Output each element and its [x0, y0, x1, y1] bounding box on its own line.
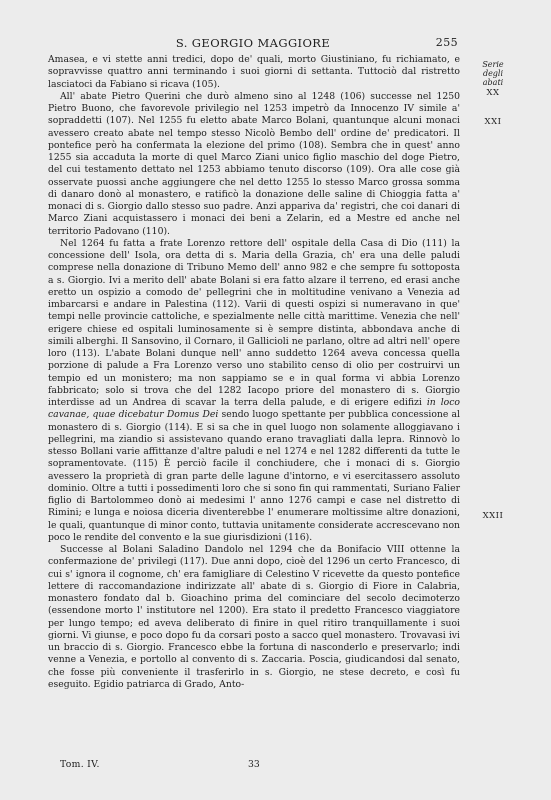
margin-note-xx: XX — [486, 88, 500, 98]
running-header — [48, 36, 458, 52]
running-title: S. GEORGIO MAGGIORE — [175, 36, 331, 50]
paragraph-1: Amasea, e vi stette anni tredici, dopo de' quali, morto Giustiniano, fu richiamato, e sopravvisse quattro anni terminando i suoi giorni di settanta. Tuttociò dal ristretto lasciatoci da Fabiano si ricava (105). — [48, 54, 460, 90]
paragraph-3-part-b: sendo luogo spettante per pubblica concessione al monastero di s. Giorgio (114). E si sa che in quel luogo non solamente alloggiavano i pellegrini, ma ziandio si assistevano quando erano travagliati dalla lepra. Rinnovò lo stesso Bollani varie affittanze d'altre paludi e nel 1274 e nel 1282 differenti da tutte le sopramentovate. (115) È perciò facile il conchiudere, che i monaci di s. Giorgio avessero la proprietà di gran parte delle lagune d'intorno, e vi esercitassero assoluto dominio. Oltre a tutti i possedimenti loro che si sono fin qui rammentati, Suriano Falier figlio di Bartolommeo donò ai medesimi l' anno 1276 campi e case nel distretto di Rimini; e lunga e noiosa diceria diventerebbe l' enumerare moltissime altre donazioni, le quali, quantunque di minor conto, tuttavia unitamente considerate accrescevano non poco le rendite del convento e la sue giurisdizioni (116). — [48, 409, 461, 543]
margin-note-xxi: XXI — [484, 117, 502, 127]
paragraph-3-italic: in loco cavanae, quae dicebatur Domus Dei — [48, 397, 460, 421]
body-text — [48, 54, 460, 691]
paragraph-4: Successe al Bolani Saladino Dandolo nel 1294 che da Bonifacio VIII ottenne la confermazione de' privilegi (117). Due anni dopo, cioè del 1296 un certo Francesco, di cui s' ignora il cognome, ch' era famigliare di Celestino V ricevette da questo pontefice lettere di raccomandazione indirizzate all' abate di s. Giorgio di Fiore in Calabria, monastero fondato dal b. Gioachino prima del cominciare del secolo decimoterzo (essendone morto l' institutore nel 1200). Era stato il predetto Francesco viaggiatore per lungo tempo; ed aveva deliberato di finire in quel ritiro tranquillamente i suoi giorni. Vi giunse, e poco dopo fu da corsari posto a sacco quel monastero. Trovavasi ivi un braccio di s. Giorgio. Francesco ebbe la fortuna di nasconderlo e preservarlo; indi venne a Venezia, e portollo al convento di s. Zaccaria. Poscia, giudicandosi dal senato, che fosse più conveniente il trasferirlo in s. Giorgio, ne stese decreto, e così fu eseguito. Egidio patriarca di Grado, Anto- — [48, 544, 460, 690]
signature-mark: 33 — [248, 759, 260, 770]
paragraph-3-part-a: Nel 1264 fu fatta a frate Lorenzo rettore dell' ospitale della Casa di Dio (111) la concessione dell' Isola, ora detta di s. Maria della Grazia, ch' era una delle paludi comprese nella donazione di Tribuno Memo dell' anno 982 e che sempre fu sottoposta a s. Giorgio. Ivi a merito dell' abate Bolani si era fatto alzare il terreno, ed erasi anche eretto un ospizio a comodo de' pellegrini che in moltitudine venivano a Venezia ad imbarcarsi e andare in Palestina (112). Varii di questi ospizi si numeravano in que' tempi nelle provincie cattoliche, e spezialmente nelle città marittime. Venezia che nell' erigere chiese ed ospitali luminosamente si è sempre distinta, abbondava anche di simili alberghi. Il Sansovino, il Cornaro, il Gallicioli ne parlano, oltre ad altri nell' opere loro (113). L'abate Bolani dunque nell' anno suddetto 1264 aveva concessa quella porzione di palude a Fra Lorenzo verso uno stabilito censo di olio per costruirvi un tempio ed un monistero; ma non sappiamo se e in qual forma vi abbia Lorenzo fabbricato; solo si trova che del 1282 Iacopo priore del monastero di s. Giorgio interdisse ad un Andrea di scavar la terra della palude, e di erigere edifizi — [48, 237, 460, 408]
margin-note-xxii: XXII — [482, 511, 504, 521]
volume-label: Tom. IV. — [60, 759, 100, 770]
page-footer — [48, 759, 460, 773]
margin-note-series: Serie degli abati — [482, 60, 504, 87]
paragraph-3 — [48, 238, 460, 544]
page-number: 255 — [435, 36, 458, 49]
paragraph-2: All' abate Pietro Querini che durò almeno sino al 1248 (106) successe nel 1250 Pietro Buono, che favorevole privilegio nel 1253 impetrò da Innocenzo IV simile a' sopraddetti (107). Nel 1255 fu eletto abate Marco Bolani, quantunque alcuni monaci avessero creato abate nel tempo stesso Nicolò Bembo dell' ordine de' predicatori. Il pontefice però ha confermata la elezione del primo (108). Sembra che in quest' anno 1255 sia accaduta la morte di quel Marco Ziani unico figlio maschio del doge Pietro, del cui testamento dettato nel 1253 abbiamo tenuto discorso (109). Ora alle cose già osservate puossi anche aggiungere che nel detto 1255 lo stesso Marco grossa somma di danaro donò al monastero, e ratificò la donazione delle saline di Chioggia fatta a' monaci di s. Giorgio dallo stesso suo padre. Anzi appariva da' registri, che coi danari di Marco Ziani acquistassero i monaci dei beni a Zelarin, ed a Mestre ed anche nel territorio Padovano (110). — [48, 90, 460, 237]
